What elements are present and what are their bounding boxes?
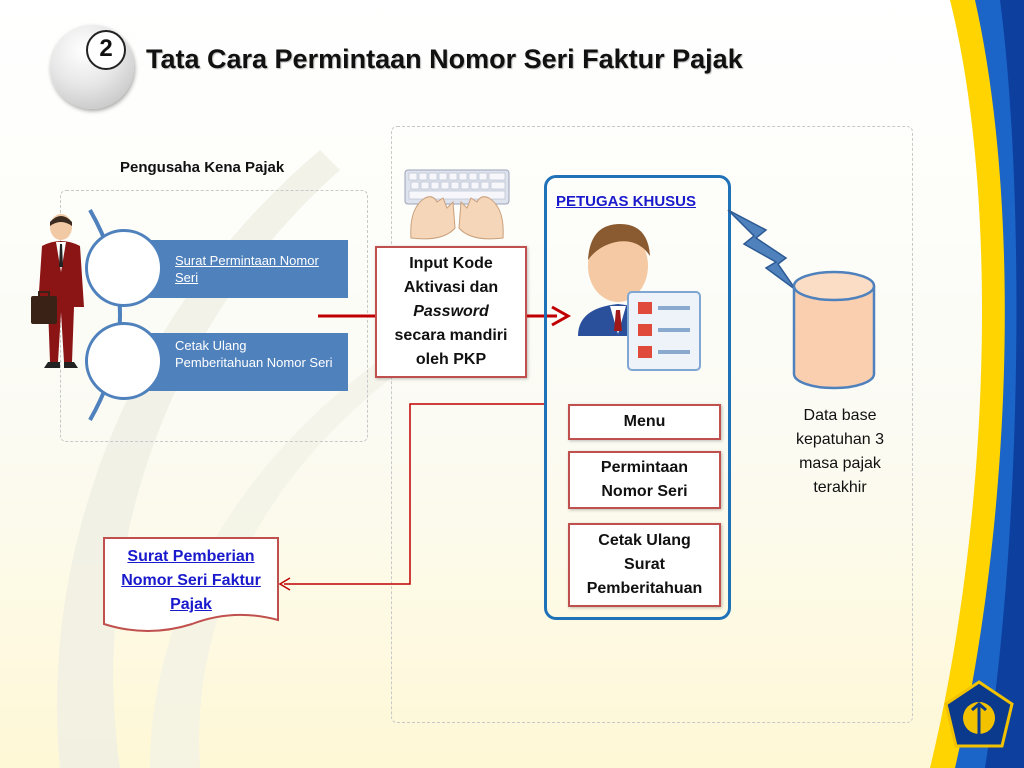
database-icon — [792, 270, 876, 394]
surat-pemberian-label[interactable]: Surat Pemberian Nomor Seri Faktur Pajak — [121, 548, 261, 613]
cetak-ulang-label: Cetak Ulang Pemberitahuan Nomor Seri — [175, 338, 333, 370]
permintaan-nomor-seri-box[interactable]: Permintaan Nomor Seri — [568, 451, 721, 509]
menu-box[interactable]: Menu — [568, 404, 721, 440]
lightning-icon — [726, 206, 798, 292]
surat-permintaan-label[interactable]: Surat Permintaan Nomor Seri — [175, 253, 319, 285]
database-label: Data base kepatuhan 3 masa pajak terakhir — [795, 407, 885, 496]
input-line-3: Password — [413, 303, 489, 320]
petugas-label[interactable]: PETUGAS KHUSUS — [556, 193, 697, 210]
input-line-5: oleh PKP — [415, 351, 487, 368]
pkp-label: Pengusaha Kena Pajak — [120, 159, 285, 176]
arrow-petugas-to-doc — [284, 404, 544, 584]
officer-checklist-icon — [578, 216, 704, 371]
step-number: 2 — [86, 30, 126, 70]
input-line-4: secara mandiri — [394, 327, 508, 344]
input-line-1: Input Kode — [409, 255, 493, 272]
input-line-2: Aktivasi dan — [403, 279, 499, 296]
page-title: Tata Cara Permintaan Nomor Seri Faktur Pajak — [146, 44, 743, 74]
cetak-ulang-surat-box[interactable]: Cetak Ulang Surat Pemberitahuan — [568, 523, 721, 607]
ministry-emblem-icon — [944, 680, 1014, 752]
